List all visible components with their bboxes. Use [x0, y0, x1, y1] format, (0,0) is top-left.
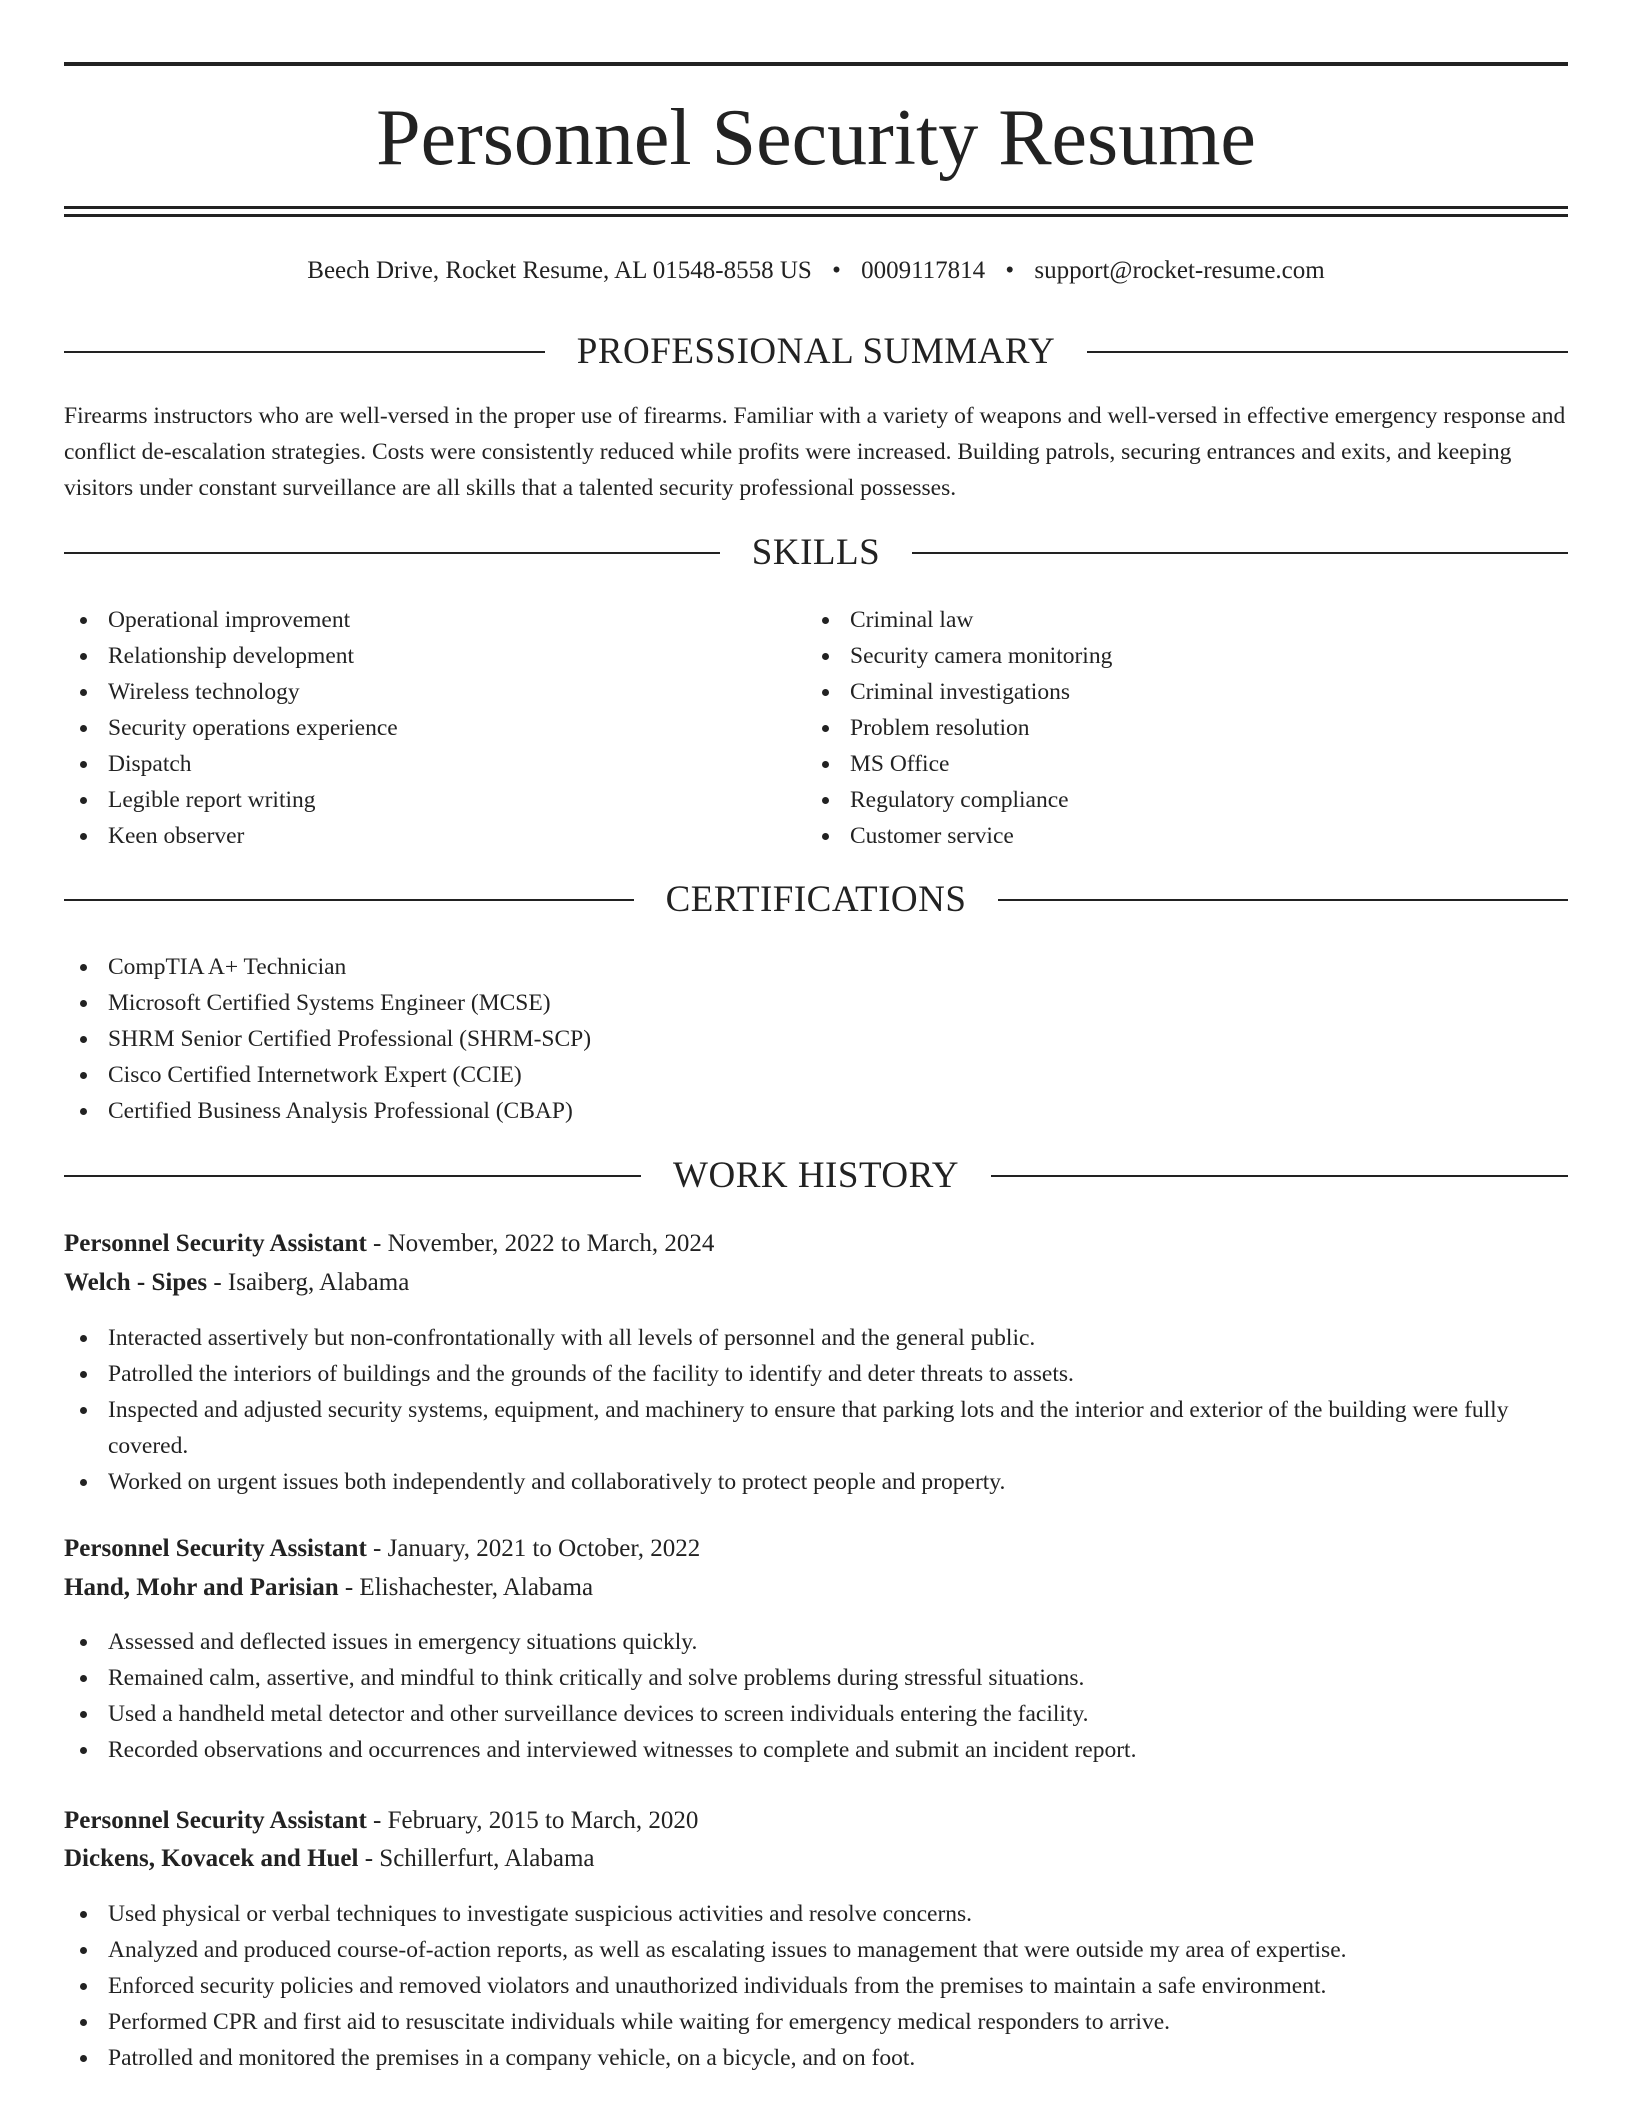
skill-item: Criminal investigations [806, 674, 1566, 710]
job-bullet: Performed CPR and first aid to resuscitate individuals while waiting for emergency medical responders to arrive. [64, 2004, 1568, 2040]
skill-item: Legible report writing [64, 782, 804, 818]
job-title: Personnel Security Assistant [64, 1807, 367, 1834]
skill-item: Regulatory compliance [806, 782, 1566, 818]
skill-item: Security camera monitoring [806, 638, 1566, 674]
contact-separator: • [1005, 257, 1015, 284]
section-rule [64, 1175, 641, 1177]
section-header-skills [64, 531, 1568, 575]
skill-item: Relationship development [64, 638, 804, 674]
job-bullet: Used a handheld metal detector and other surveillance devices to screen individuals entering the facility. [64, 1696, 1568, 1732]
job-title: Personnel Security Assistant [64, 1535, 367, 1562]
certification-item: Certified Business Analysis Professional (CBAP) [64, 1093, 1464, 1129]
certifications-list [64, 949, 1464, 1129]
job-bullet: Patrolled and monitored the premises in a company vehicle, on a bicycle, and on foot. [64, 2040, 1568, 2076]
job-company: Hand, Mohr and Parisian [64, 1574, 339, 1601]
job-bullet: Inspected and adjusted security systems, equipment, and machinery to ensure that parking lots and the interior and exterior of the building were fully covered. [64, 1392, 1568, 1464]
job-title-line [64, 1530, 1568, 1568]
job-bullet: Assessed and deflected issues in emergency situations quickly. [64, 1624, 1568, 1660]
section-rule [64, 351, 545, 353]
section-rule [64, 552, 720, 554]
contact-line [64, 254, 1568, 288]
job-bullet: Remained calm, assertive, and mindful to think critically and solve problems during stressful situations. [64, 1660, 1568, 1696]
skills-list-left [64, 602, 804, 854]
job-company: Dickens, Kovacek and Huel [64, 1845, 359, 1872]
section-rule [912, 552, 1568, 554]
job-location: - Isaiberg, Alabama [207, 1269, 410, 1296]
summary-text: Firearms instructors who are well-versed in the proper use of firearms. Familiar with a variety of weapons and well-versed in effective emergency response and conflict de-escalation strategies. Costs were consistently reduced while profits were increased. Building patrols, securing entrances and exits, and keeping visitors under constant surveillance are all skills that a talented security professional possesses. [64, 403, 1566, 501]
skill-item: Operational improvement [64, 602, 804, 638]
section-rule [991, 1175, 1568, 1177]
skill-item: MS Office [806, 746, 1566, 782]
section-header-summary [64, 330, 1568, 374]
section-header-work-history [64, 1154, 1568, 1198]
job-dates: - February, 2015 to March, 2020 [366, 1807, 699, 1834]
job-title-line [64, 1225, 1568, 1263]
job-bullet: Patrolled the interiors of buildings and the grounds of the facility to identify and deter threats to assets. [64, 1356, 1568, 1392]
job-bullet: Recorded observations and occurrences and interviewed witnesses to complete and submit an incident report. [64, 1732, 1568, 1768]
section-title: PROFESSIONAL SUMMARY [576, 331, 1056, 372]
job-company: Welch - Sipes [64, 1269, 208, 1296]
section-rule [1087, 351, 1568, 353]
job-dates: - January, 2021 to October, 2022 [366, 1535, 701, 1562]
section-rule [998, 899, 1568, 901]
job-company-line [64, 1840, 1568, 1878]
job-title-line [64, 1802, 1568, 1840]
title-rule-lower [64, 214, 1568, 217]
title-rule-upper [64, 206, 1568, 209]
contact-address: Beech Drive, Rocket Resume, AL 01548-8558 US [307, 257, 812, 284]
certification-item: Microsoft Certified Systems Engineer (MCSE) [64, 985, 1464, 1021]
section-title: CERTIFICATIONS [665, 879, 967, 920]
job-company-line [64, 1264, 1568, 1302]
section-header-certifications [64, 878, 1568, 922]
skill-item: Wireless technology [64, 674, 804, 710]
job-bullet: Interacted assertively but non-confrontationally with all levels of personnel and the general public. [64, 1320, 1568, 1356]
job-title: Personnel Security Assistant [64, 1230, 367, 1257]
contact-phone: 0009117814 [861, 257, 986, 284]
job-location: - Schillerfurt, Alabama [358, 1845, 595, 1872]
skill-item: Security operations experience [64, 710, 804, 746]
skill-item: Customer service [806, 818, 1566, 854]
job-bullet: Used physical or verbal techniques to investigate suspicious activities and resolve concerns. [64, 1896, 1568, 1932]
job-bullets [64, 1896, 1568, 2076]
job-company-line [64, 1569, 1568, 1607]
page-title: Personnel Security Resume [376, 94, 1256, 182]
section-title: SKILLS [751, 532, 881, 573]
job-bullet: Analyzed and produced course-of-action reports, as well as escalating issues to management that were outside my area of expertise. [64, 1932, 1568, 1968]
job-location: - Elishachester, Alabama [338, 1574, 594, 1601]
skill-item: Criminal law [806, 602, 1566, 638]
skill-item: Keen observer [64, 818, 804, 854]
certification-item: Cisco Certified Internetwork Expert (CCIE) [64, 1057, 1464, 1093]
section-title: WORK HISTORY [673, 1155, 959, 1196]
skills-list-right [806, 602, 1566, 854]
job-dates: - November, 2022 to March, 2024 [366, 1230, 715, 1257]
contact-email: support@rocket-resume.com [1034, 257, 1325, 284]
certification-item: SHRM Senior Certified Professional (SHRM-SCP) [64, 1021, 1464, 1057]
skill-item: Problem resolution [806, 710, 1566, 746]
contact-separator: • [832, 257, 841, 284]
top-rule [64, 62, 1568, 66]
skill-item: Dispatch [64, 746, 804, 782]
job-bullets [64, 1320, 1568, 1500]
job-bullet: Worked on urgent issues both independently and collaboratively to protect people and property. [64, 1464, 1568, 1500]
section-rule [64, 899, 634, 901]
job-bullet: Enforced security policies and removed violators and unauthorized individuals from the premises to maintain a safe environment. [64, 1968, 1568, 2004]
certification-item: CompTIA A+ Technician [64, 949, 1464, 985]
job-bullets [64, 1624, 1568, 1768]
